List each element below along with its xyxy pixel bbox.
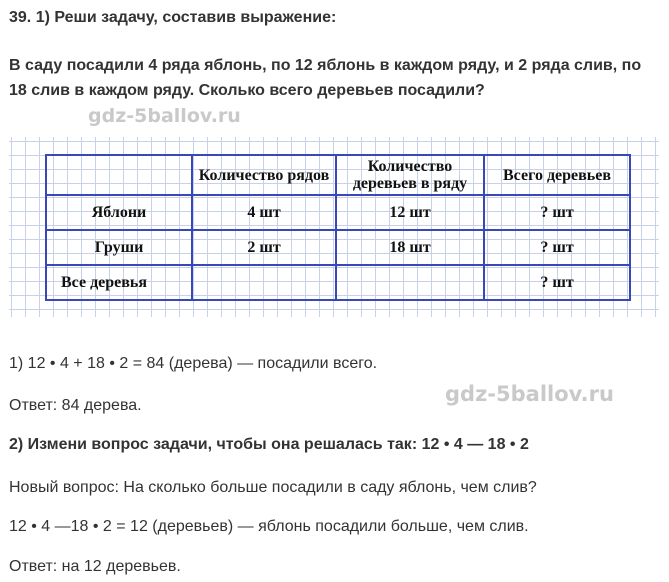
table-cell xyxy=(192,265,336,300)
new-question: Новый вопрос: На сколько больше посадили в саду яблонь, чем слив? xyxy=(9,479,537,496)
second-task-heading: 2) Измени вопрос задачи, чтобы она решалась так: 12 • 4 — 18 • 2 xyxy=(9,436,529,453)
solution-expression: 1) 12 • 4 + 18 • 2 = 84 (дерева) — посадили всего. xyxy=(9,355,378,372)
table-row xyxy=(46,265,630,300)
table-header-row xyxy=(46,155,630,195)
table-cell: ? шт xyxy=(484,230,630,265)
table-cell: 18 шт xyxy=(336,230,484,265)
second-answer-line: Ответ: на 12 деревьев. xyxy=(9,558,181,575)
problem-statement: В саду посадили 4 ряда яблонь, по 12 яблонь в каждом ряду, и 2 ряда слив, по 18 слив в каждом ряду. Сколько всего деревьев посадили? xyxy=(9,57,642,99)
table-cell: 12 шт xyxy=(336,195,484,230)
row-label: Груши xyxy=(46,230,192,265)
table-cell: ? шт xyxy=(484,195,630,230)
task-heading: 39. 1) Реши задачу, составив выражение: xyxy=(9,9,337,26)
data-table xyxy=(45,154,631,301)
table-header-cell: Всего деревьев xyxy=(484,155,630,195)
table-header-cell: Количество рядов xyxy=(192,155,336,195)
table-header-cell: Количество деревьев в ряду xyxy=(336,155,484,195)
watermark: gdz-5ballov.ru xyxy=(88,105,241,127)
table-cell xyxy=(336,265,484,300)
answer-line: Ответ: 84 дерева. xyxy=(9,397,142,414)
table-cell: 4 шт xyxy=(192,195,336,230)
second-solution-expression: 12 • 4 —18 • 2 = 12 (деревьев) — яблонь посадили больше, чем слив. xyxy=(9,518,529,535)
table-row xyxy=(46,195,630,230)
table-header-cell xyxy=(46,155,192,195)
grid-paper-image xyxy=(9,137,659,317)
row-label: Яблони xyxy=(46,195,192,230)
table-cell: ? шт xyxy=(484,265,630,300)
watermark: gdz-5ballov.ru xyxy=(445,382,614,406)
row-label: Все деревья xyxy=(46,265,192,300)
table-cell: 2 шт xyxy=(192,230,336,265)
table-row xyxy=(46,230,630,265)
